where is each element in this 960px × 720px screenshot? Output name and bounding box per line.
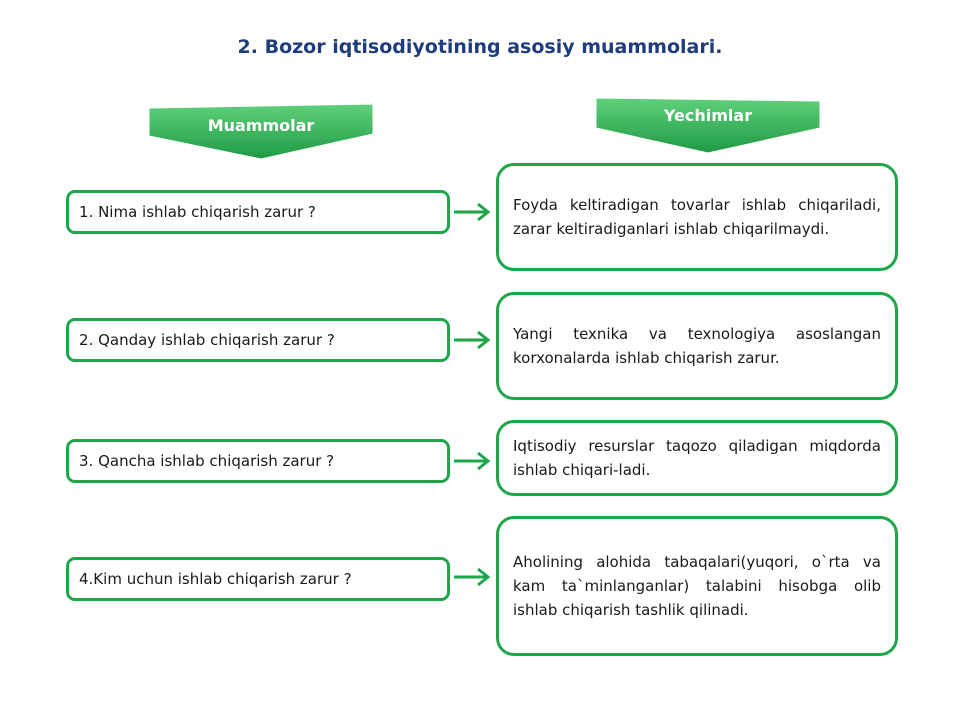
solution-box-1 <box>496 163 898 271</box>
solution-text-2: Yangi texnika va texnologiya asoslangan korxonalarda ishlab chiqarish zarur. <box>513 325 881 367</box>
solutions-header-label: Yechimlar <box>663 106 753 125</box>
problem-text-2: 2. Qanday ishlab chiqarish zarur ? <box>79 331 335 349</box>
solution-box-3 <box>496 420 898 496</box>
solutions-header-chevron <box>593 98 823 156</box>
problem-box-3 <box>66 439 450 483</box>
problem-text-1: 1. Nima ishlab chiqarish zarur ? <box>79 203 316 221</box>
problems-header-label: Muammolar <box>207 116 315 135</box>
arrow-right-icon <box>452 447 496 475</box>
arrow-right-icon <box>452 198 496 226</box>
problem-text-4: 4.Kim uchun ishlab chiqarish zarur ? <box>79 570 352 588</box>
arrow-right-icon <box>452 326 496 354</box>
solution-box-2 <box>496 292 898 400</box>
problem-box-1 <box>66 190 450 234</box>
solution-text-4: Aholining alohida tabaqalari(yuqori, o`rta va kam ta`minlanganlar) talabini hisobga olib ishlab chiqarish tashlik qilinadi. <box>513 553 881 619</box>
solution-text-3: Iqtisodiy resurslar taqozo qiladigan miqdorda ishlab chiqari-ladi. <box>513 437 881 479</box>
problem-box-4 <box>66 557 450 601</box>
problem-text-3: 3. Qancha ishlab chiqarish zarur ? <box>79 452 335 470</box>
solution-text-1: Foyda keltiradigan tovarlar ishlab chiqariladi, zarar keltiradiganlari ishlab chiqarilmaydi. <box>513 196 881 238</box>
slide-title: 2. Bozor iqtisodiyotining asosiy muammolari. <box>237 36 723 58</box>
solution-box-4 <box>496 516 898 656</box>
problems-header-chevron <box>146 104 376 162</box>
problem-box-2 <box>66 318 450 362</box>
arrow-right-icon <box>452 563 496 591</box>
